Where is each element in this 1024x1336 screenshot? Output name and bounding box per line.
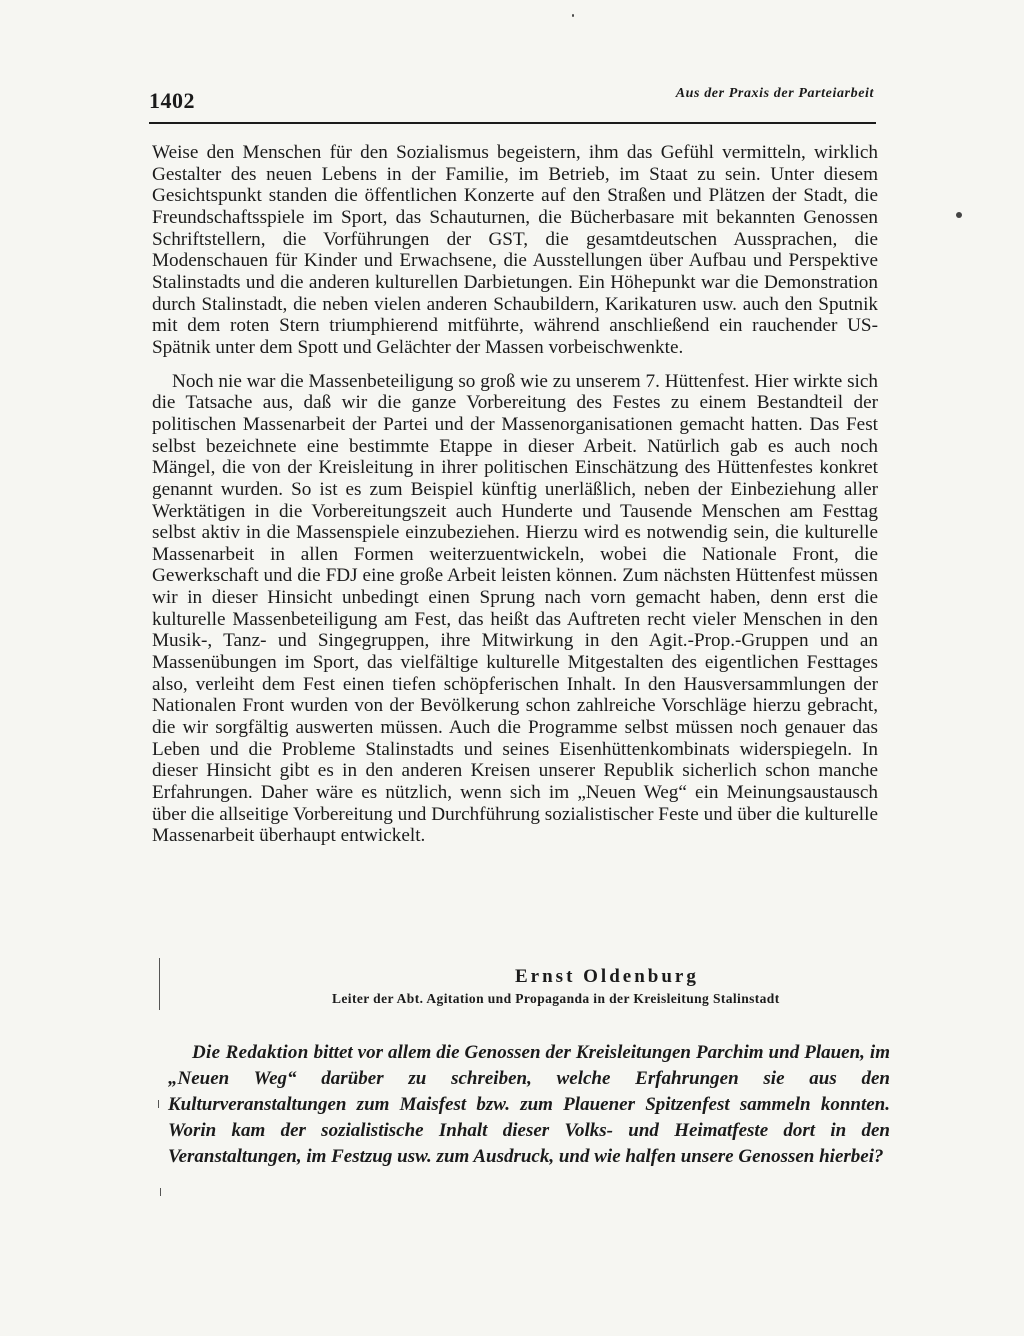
author-role: Leiter der Abt. Agitation und Propaganda in der Kreisleitung Stalinstadt xyxy=(332,991,780,1006)
editorial-note-lead: Die Redaktion xyxy=(192,1042,309,1063)
margin-mark xyxy=(159,958,160,1010)
body-paragraph-2: Noch nie war die Massenbeteiligung so groß wie zu unserem 7. Hüttenfest. Hier wirkte sich die Tatsache aus, daß wir die ganze Vorbereitung des Festes zu einem Bestandteil der politischen Massenarbeit der Partei und der Massenorganisationen gemacht hatten. Das Fest selbst bezeichnete eine bestimmte Etappe in dieser Arbeit. Natürlich gab es auch noch Mängel, die von der Kreisleitung in ihrer politischen Einschätzung des Hüttenfestes konkret genannt wurden. So ist es zum Beispiel künftig unerläßlich, neben der Einbeziehung aller Werktätigen in die Vorbereitungszeit auch Hunderte und Tausende Menschen am Festtag selbst aktiv in die Massenspiele einzubeziehen. Hierzu wird es notwendig sein, die kulturelle Massenarbeit in allen Formen weiterzuentwickeln, wobei die Nationale Front, die Gewerkschaft und die FDJ eine große Arbeit leisten können. Zum nächsten Hüttenfest müssen wir in dieser Hinsicht unbedingt einen Sprung nach vorn gemacht haben, denn erst die kulturelle Massenbeteiligung am Fest, das heißt das Auftreten recht vieler Menschen in den Musik-, Tanz- und Singegruppen, ihre Mitwirkung in den Agit.-Prop.-Gruppen und an Massenübungen im Sport, das vielfältige kulturelle Mitgestalten des eigentlichen Festtages also, verleiht dem Fest einen tiefen schöpferischen Inhalt. In den Hausversammlungen der Nationalen Front wurden von der Bevölkerung schon zahlreiche Vorschläge hierzu gebracht, die wir sorgfältig auswerten müssen. Auch die Programme selbst müssen noch genauer das Leben und die Probleme Stalinstadts und seines Eisenhüttenkombinats widerspiegeln. In dieser Hinsicht gibt es in den anderen Kreisen unserer Republik sicherlich schon manche Erfahrungen. Daher wäre es nützlich, wenn sich im „Neuen Weg“ ein Meinungsaustausch über die allseitige Vorbereitung und Durchführung sozialistischer Feste und über die kulturelle Massenarbeit überhaupt entwickelt. xyxy=(152,370,878,847)
scan-speck xyxy=(572,14,574,17)
body-paragraph-1: Weise den Menschen für den Sozialismus begeistern, ihm das Gefühl vermitteln, wirklich Gestalter des neuen Lebens in der Familie, im Betrieb, im Staat zu sein. Unter diesem Gesichtspunkt standen die öffentlichen Konzerte auf den Straßen und Plätzen der Stadt, die Freundschaftsspiele im Sport, das Schauturnen, die Bücherbasare mit bekannten Genossen Schriftstellern, die Vorführungen der GST, die gesamtdeutschen Aussprachen, die Modenschauen für Kinder und Erwachsene, die Ausstellungen über Aufbau und Perspektive Stalinstadts und die anderen kulturellen Darbietungen. Ein Höhepunkt war die Demonstration durch Stalinstadt, die neben vielen anderen Schaubildern, Karikaturen usw. auch den Sputnik mit dem roten Stern triumphierend mitführte, während anschließend ein rauchender US-Spätnik unter dem Spott und Gelächter der Massen vorbeischwenkte. xyxy=(152,142,878,358)
margin-mark xyxy=(160,1188,161,1196)
editorial-note-text: bittet vor allem die Genossen der Kreisleitungen Parchim und Plauen, im „Neuen Weg“ darüber zu schreiben, welche Erfahrungen sie aus den Kulturveranstaltungen zum Maisfest bzw. zum Plauener Spitzenfest sammeln konnten. Worin kam der sozialistische Inhalt dieser Volks- und Heimatfeste dort in den Veranstaltungen, im Festzug usw. zum Ausdruck, und wie halfen unsere Genossen hierbei? xyxy=(168,1042,890,1167)
author-name: Ernst Oldenburg xyxy=(515,966,699,987)
scan-speck xyxy=(956,212,962,218)
header-divider xyxy=(149,122,876,124)
margin-mark xyxy=(158,1100,159,1108)
editorial-note xyxy=(168,1040,890,1170)
running-head: Aus der Praxis der Parteiarbeit xyxy=(675,86,874,101)
page-number: 1402 xyxy=(149,88,195,113)
article-body xyxy=(152,142,878,847)
